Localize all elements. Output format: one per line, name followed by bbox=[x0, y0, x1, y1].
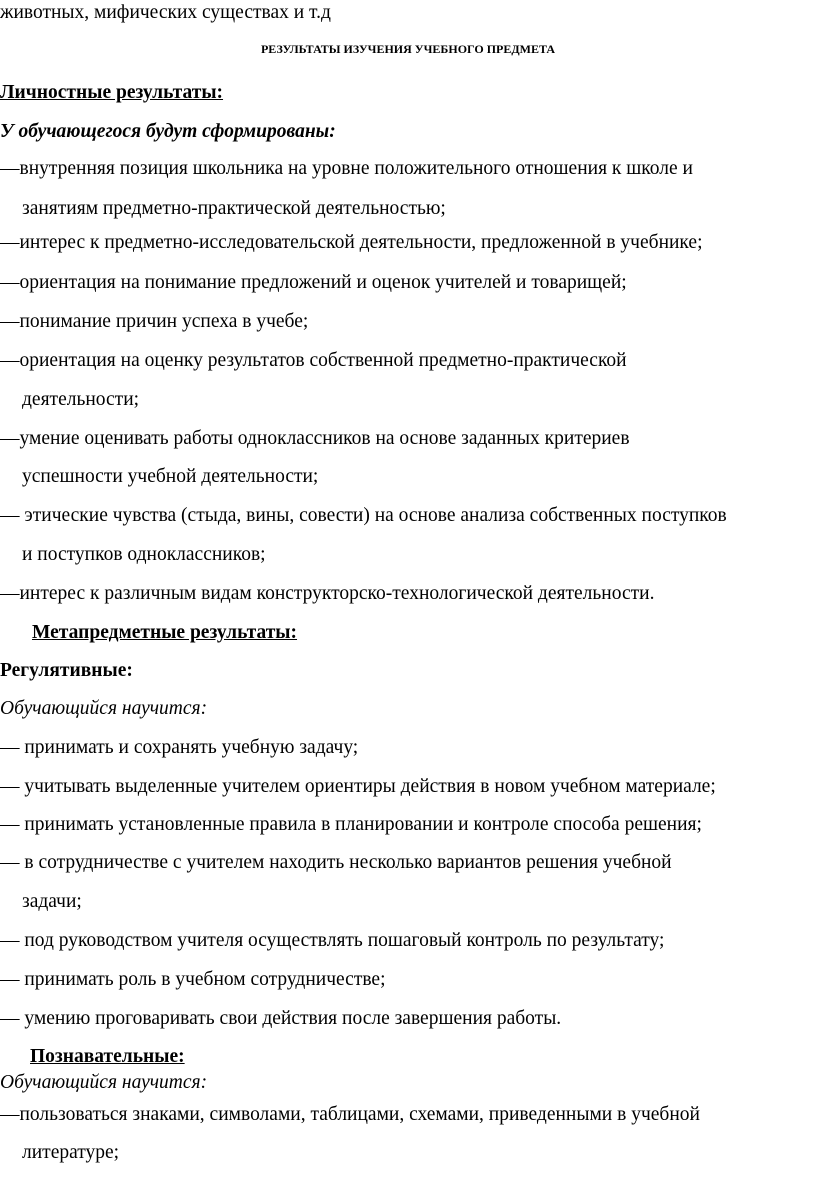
personal-heading: Личностные результаты: bbox=[0, 82, 224, 103]
regulative-item-2: — учитывать выделенные учителем ориентиры действия в новом учебном материале; bbox=[0, 776, 716, 797]
page-title: РЕЗУЛЬТАТЫ ИЗУЧЕНИЯ УЧЕБНОГО ПРЕДМЕТА bbox=[260, 42, 556, 56]
regulative-intro: Обучающийся научится: bbox=[0, 698, 208, 719]
cognitive-item-1-line-2: литературе; bbox=[22, 1142, 120, 1163]
personal-intro: У обучающегося будут сформированы: bbox=[0, 121, 336, 142]
personal-item-5-line-2: деятельности; bbox=[22, 389, 140, 410]
regulative-item-5: — под руководством учителя осуществлять пошаговый контроль по результату; bbox=[0, 930, 665, 951]
regulative-item-4-line-1: — в сотрудничестве с учителем находить несколько вариантов решения учебной bbox=[0, 852, 672, 873]
cognitive-heading: Познавательные: bbox=[30, 1046, 185, 1067]
regulative-item-1: — принимать и сохранять учебную задачу; bbox=[0, 737, 359, 758]
cognitive-item-1-line-1: —пользоваться знаками, символами, таблицами, схемами, приведенными в учебной bbox=[0, 1104, 700, 1125]
regulative-item-3: — принимать установленные правила в планировании и контроле способа решения; bbox=[0, 814, 702, 835]
personal-item-5-line-1: —ориентация на оценку результатов собственной предметно-практической bbox=[0, 350, 627, 371]
personal-item-6-line-2: успешности учебной деятельности; bbox=[22, 466, 319, 487]
regulative-item-4-line-2: задачи; bbox=[22, 891, 82, 912]
personal-item-7-line-1: — этические чувства (стыда, вины, совести) на основе анализа собственных поступков bbox=[0, 505, 727, 526]
personal-item-6-line-1: —умение оценивать работы одноклассников на основе заданных критериев bbox=[0, 428, 630, 449]
regulative-item-7: — умению проговаривать свои действия после завершения работы. bbox=[0, 1008, 562, 1029]
meta-heading: Метапредметные результаты: bbox=[32, 622, 298, 643]
personal-item-7-line-2: и поступков одноклассников; bbox=[22, 544, 266, 565]
regulative-item-6: — принимать роль в учебном сотрудничестве; bbox=[0, 969, 386, 990]
regulative-heading: Регулятивные: bbox=[0, 660, 133, 681]
personal-item-4: —понимание причин успеха в учебе; bbox=[0, 311, 309, 332]
personal-item-2: —интерес к предметно-исследовательской деятельности, предложенной в учебнике; bbox=[0, 232, 703, 253]
personal-item-3: —ориентация на понимание предложений и оценок учителей и товарищей; bbox=[0, 272, 627, 293]
personal-item-1-line-1: —внутренняя позиция школьника на уровне положительного отношения к школе и bbox=[0, 158, 693, 179]
top-line: животных, мифических существах и т.д bbox=[0, 2, 331, 23]
cognitive-intro: Обучающийся научится: bbox=[0, 1072, 208, 1093]
personal-item-8: —интерес к различным видам конструкторско-технологической деятельности. bbox=[0, 583, 655, 604]
personal-item-1-line-2: занятиям предметно-практической деятельностью; bbox=[22, 198, 446, 219]
